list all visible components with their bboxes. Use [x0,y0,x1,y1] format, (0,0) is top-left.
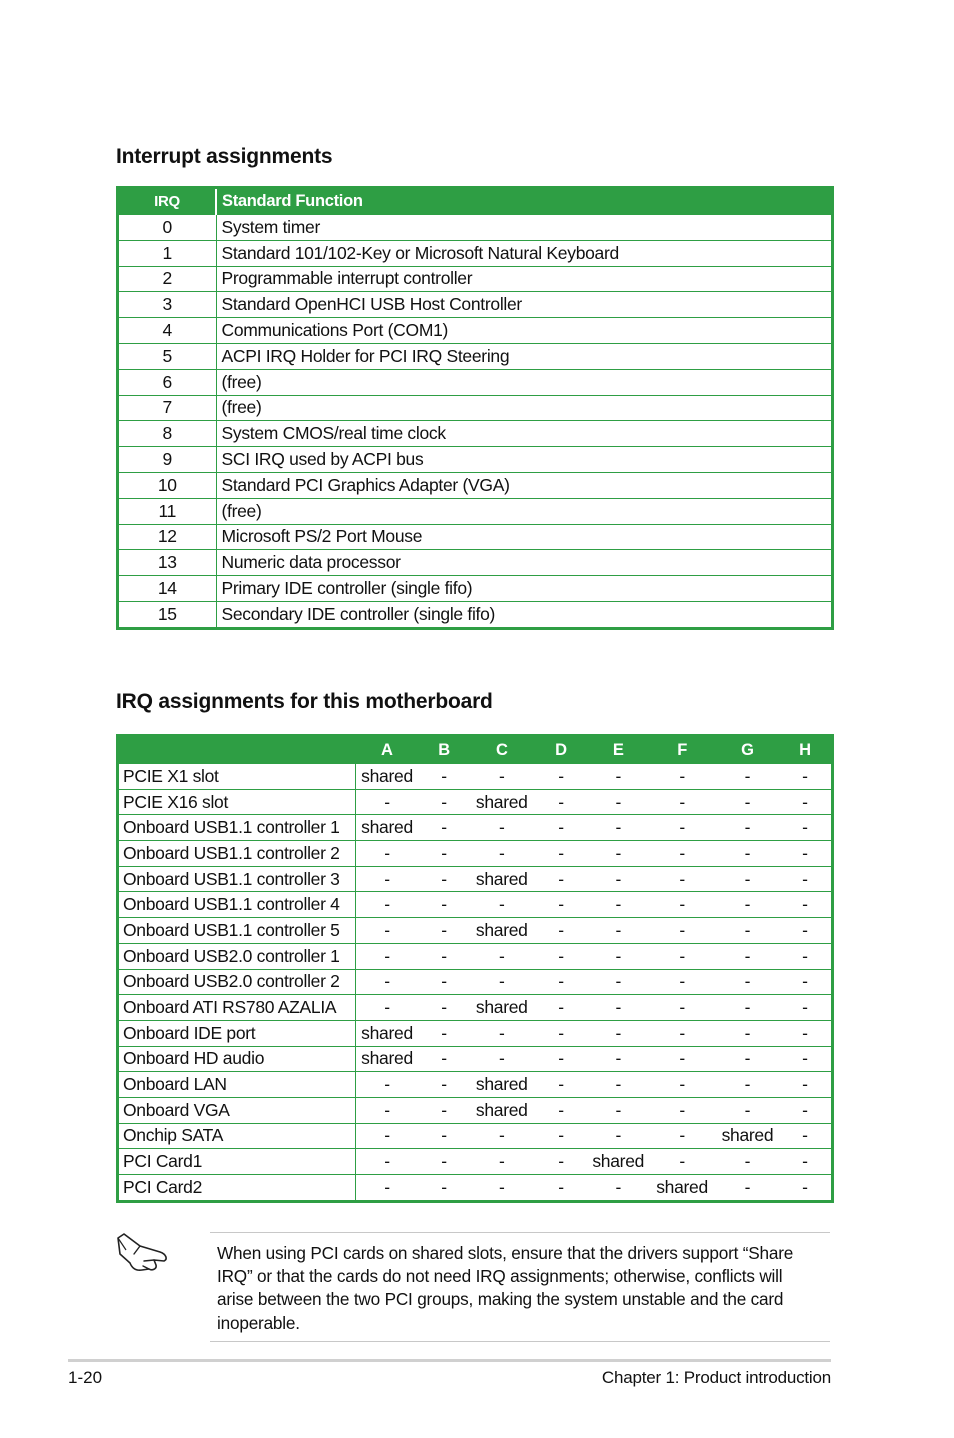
irq-number-cell: 7 [118,395,217,421]
device-cell: Onboard IDE port [118,1020,356,1046]
assignment-cell: - [588,1072,648,1098]
table-row [118,1097,833,1123]
int-column-header: A [355,736,418,764]
device-cell: PCIE X16 slot [118,789,356,815]
assignment-cell: - [534,1123,589,1149]
assignment-cell: - [588,1175,648,1202]
device-cell: Onboard USB2.0 controller 1 [118,943,356,969]
assignment-cell: - [470,815,534,841]
function-cell: System CMOS/real time clock [216,421,833,447]
interrupt-assignments-heading: Interrupt assignments [116,145,333,168]
device-cell: Onboard VGA [118,1097,356,1123]
table-row [118,789,833,815]
irq-motherboard-table [116,734,834,1203]
assignment-cell: - [588,1097,648,1123]
hand-pointing-icon [114,1232,170,1276]
assignment-cell: - [588,841,648,867]
table-row [118,369,833,395]
int-column-header: E [588,736,648,764]
assignment-cell: - [355,841,418,867]
table-row [118,266,833,292]
device-cell: Onboard USB1.1 controller 1 [118,815,356,841]
assignment-cell: - [470,764,534,790]
assignment-cell: - [418,1149,470,1175]
assignment-cell: - [534,969,589,995]
irq-number-cell: 3 [118,292,217,318]
function-cell: Secondary IDE controller (single fifo) [216,601,833,628]
device-cell: Onboard USB2.0 controller 2 [118,969,356,995]
assignment-cell: - [779,1175,833,1202]
assignment-cell: - [648,969,716,995]
assignment-cell: - [355,1097,418,1123]
table-row [118,215,833,241]
table-row [118,995,833,1021]
table-row [118,421,833,447]
assignment-cell: - [716,866,779,892]
assignment-cell: - [418,1123,470,1149]
assignment-cell: - [648,815,716,841]
assignment-cell: - [588,815,648,841]
table-row [118,318,833,344]
assignment-cell: - [716,1046,779,1072]
irq-number-cell: 11 [118,498,217,524]
assignment-cell: - [779,943,833,969]
table-row [118,815,833,841]
assignment-cell: - [534,764,589,790]
table-row [118,292,833,318]
function-cell: Standard PCI Graphics Adapter (VGA) [216,472,833,498]
assignment-cell: - [648,764,716,790]
assignment-cell: shared [588,1149,648,1175]
assignment-cell: - [648,995,716,1021]
note-top-rule [210,1232,830,1233]
assignment-cell: - [716,789,779,815]
table-row [118,764,833,790]
function-cell: (free) [216,395,833,421]
irq-number-cell: 12 [118,524,217,550]
assignment-cell: - [779,841,833,867]
note-text: When using PCI cards on shared slots, ensure that the drivers support “Share IRQ” or that the cards do not need IRQ assignments; otherwise, conflicts will arise between the two PCI groups, making the system unstable and the card inoperable. [217,1243,794,1333]
irq-number-cell: 8 [118,421,217,447]
assignment-cell: - [470,1046,534,1072]
note-bottom-rule [210,1341,830,1342]
table-row [118,1072,833,1098]
device-cell: Onboard USB1.1 controller 2 [118,841,356,867]
assignment-cell: shared [470,995,534,1021]
assignment-cell: - [779,1097,833,1123]
assignment-cell: - [588,892,648,918]
assignment-cell: - [588,764,648,790]
assignment-cell: - [779,764,833,790]
assignment-cell: - [779,866,833,892]
assignment-cell: - [588,866,648,892]
table-row [118,550,833,576]
assignment-cell: - [588,918,648,944]
assignment-cell: - [779,1072,833,1098]
function-cell: Standard 101/102-Key or Microsoft Natural Keyboard [216,240,833,266]
device-cell: PCIE X1 slot [118,764,356,790]
assignment-cell: - [534,892,589,918]
assignment-cell: shared [355,764,418,790]
assignment-cell: - [418,815,470,841]
assignment-cell: - [355,918,418,944]
assignment-cell: - [418,918,470,944]
function-cell: (free) [216,369,833,395]
assignment-cell: - [470,943,534,969]
assignment-cell: - [648,943,716,969]
assignment-cell: - [716,969,779,995]
irq-number-cell: 5 [118,343,217,369]
device-cell: Onboard USB1.1 controller 5 [118,918,356,944]
device-cell: PCI Card1 [118,1149,356,1175]
assignment-cell: - [588,1020,648,1046]
function-cell: System timer [216,215,833,241]
function-cell: Primary IDE controller (single fifo) [216,576,833,602]
assignment-cell: - [588,995,648,1021]
table-row [118,447,833,473]
assignment-cell: - [470,841,534,867]
assignment-cell: - [470,1123,534,1149]
assignment-cell: - [648,866,716,892]
table-row [118,1149,833,1175]
assignment-cell: shared [648,1175,716,1202]
table-row [118,601,833,628]
assignment-cell: - [355,1123,418,1149]
irq-number-cell: 14 [118,576,217,602]
assignment-cell: - [779,815,833,841]
function-cell: Programmable interrupt controller [216,266,833,292]
table-row [118,576,833,602]
assignment-cell: - [355,1072,418,1098]
assignment-cell: - [534,995,589,1021]
device-column-header [118,736,356,764]
assignment-cell: - [648,1123,716,1149]
interrupt-assignments-table [116,186,834,630]
assignment-cell: - [418,943,470,969]
assignment-cell: - [534,1097,589,1123]
assignment-cell: - [779,1020,833,1046]
assignment-cell: - [779,1123,833,1149]
table-row [118,524,833,550]
device-cell: Onboard ATI RS780 AZALIA [118,995,356,1021]
assignment-cell: - [716,1020,779,1046]
assignment-cell: - [470,969,534,995]
assignment-cell: - [534,789,589,815]
chapter-title: Chapter 1: Product introduction [601,1368,831,1387]
assignment-cell: - [716,764,779,790]
function-cell: Standard OpenHCI USB Host Controller [216,292,833,318]
assignment-cell: - [588,1123,648,1149]
table-row [118,943,833,969]
irq-number-cell: 1 [118,240,217,266]
table-row [118,841,833,867]
table-row [118,1123,833,1149]
assignment-cell: - [588,789,648,815]
assignment-cell: - [648,1046,716,1072]
table-row [118,343,833,369]
assignment-cell: - [716,815,779,841]
table-row [118,1020,833,1046]
assignment-cell: - [648,1097,716,1123]
assignment-cell: - [779,1149,833,1175]
int-column-header: D [534,736,589,764]
assignment-cell: shared [355,1046,418,1072]
irq-number-cell: 4 [118,318,217,344]
table-header-row [118,188,833,215]
assignment-cell: - [779,789,833,815]
assignment-cell: - [716,892,779,918]
assignment-cell: - [534,943,589,969]
table-row [118,866,833,892]
table-row [118,1175,833,1202]
assignment-cell: - [716,1149,779,1175]
assignment-cell: - [418,969,470,995]
table-row [118,892,833,918]
assignment-cell: - [648,841,716,867]
assignment-cell: - [716,918,779,944]
int-column-header: B [418,736,470,764]
function-cell: Communications Port (COM1) [216,318,833,344]
assignment-cell: - [470,1020,534,1046]
assignment-cell: - [470,1175,534,1202]
irq-number-cell: 6 [118,369,217,395]
assignment-cell: - [648,918,716,944]
assignment-cell: - [534,1020,589,1046]
assignment-cell: - [418,892,470,918]
assignment-cell: - [418,1097,470,1123]
assignment-cell: - [418,789,470,815]
device-cell: Onboard LAN [118,1072,356,1098]
assignment-cell: - [716,1072,779,1098]
assignment-cell: - [534,1175,589,1202]
int-column-header: C [470,736,534,764]
table-row [118,969,833,995]
table-header-row [118,736,833,764]
irq-number-cell: 13 [118,550,217,576]
assignment-cell: - [716,943,779,969]
assignment-cell: - [716,841,779,867]
device-cell: Onchip SATA [118,1123,356,1149]
assignment-cell: shared [355,1020,418,1046]
assignment-cell: - [418,1175,470,1202]
device-cell: Onboard HD audio [118,1046,356,1072]
assignment-cell: shared [470,1072,534,1098]
assignment-cell: shared [470,866,534,892]
page-number: 1-20 [68,1368,103,1387]
assignment-cell: shared [470,1097,534,1123]
assignment-cell: - [716,995,779,1021]
assignment-cell: - [648,892,716,918]
table-row [118,1046,833,1072]
assignment-cell: - [355,943,418,969]
assignment-cell: - [418,764,470,790]
assignment-cell: - [779,995,833,1021]
table-row [118,472,833,498]
irq-number-cell: 0 [118,215,217,241]
assignment-cell: shared [470,918,534,944]
assignment-cell: shared [716,1123,779,1149]
assignment-cell: - [418,841,470,867]
assignment-cell: - [648,789,716,815]
function-column-header: Standard Function [216,188,833,215]
assignment-cell: - [716,1175,779,1202]
table-row [118,498,833,524]
irq-number-cell: 2 [118,266,217,292]
device-cell: PCI Card2 [118,1175,356,1202]
irq-number-cell: 15 [118,601,217,628]
function-cell: ACPI IRQ Holder for PCI IRQ Steering [216,343,833,369]
assignment-cell: - [588,943,648,969]
assignment-cell: - [779,969,833,995]
assignment-cell: shared [470,789,534,815]
irq-number-cell: 9 [118,447,217,473]
int-column-header: F [648,736,716,764]
assignment-cell: - [355,995,418,1021]
assignment-cell: - [534,918,589,944]
assignment-cell: - [470,892,534,918]
function-cell: Numeric data processor [216,550,833,576]
assignment-cell: - [534,1149,589,1175]
assignment-cell: - [470,1149,534,1175]
assignment-cell: - [648,1072,716,1098]
assignment-cell: - [418,995,470,1021]
table-row [118,395,833,421]
assignment-cell: - [355,866,418,892]
function-cell: (free) [216,498,833,524]
irq-number-cell: 10 [118,472,217,498]
function-cell: Microsoft PS/2 Port Mouse [216,524,833,550]
device-cell: Onboard USB1.1 controller 3 [118,866,356,892]
assignment-cell: - [779,918,833,944]
assignment-cell: - [648,1020,716,1046]
int-column-header: G [716,736,779,764]
assignment-cell: - [355,969,418,995]
assignment-cell: - [779,1046,833,1072]
footer-rule [68,1359,831,1362]
assignment-cell: shared [355,815,418,841]
assignment-cell: - [355,1175,418,1202]
assignment-cell: - [588,1046,648,1072]
assignment-cell: - [588,969,648,995]
assignment-cell: - [534,815,589,841]
table-row [118,918,833,944]
assignment-cell: - [534,866,589,892]
assignment-cell: - [355,892,418,918]
assignment-cell: - [779,892,833,918]
assignment-cell: - [534,841,589,867]
table-row [118,240,833,266]
irq-motherboard-heading: IRQ assignments for this motherboard [116,690,493,713]
assignment-cell: - [418,1072,470,1098]
assignment-cell: - [355,1149,418,1175]
irq-column-header: IRQ [118,188,217,215]
device-cell: Onboard USB1.1 controller 4 [118,892,356,918]
assignment-cell: - [418,1020,470,1046]
assignment-cell: - [648,1149,716,1175]
assignment-cell: - [418,866,470,892]
assignment-cell: - [716,1097,779,1123]
int-column-header: H [779,736,833,764]
function-cell: SCI IRQ used by ACPI bus [216,447,833,473]
assignment-cell: - [534,1046,589,1072]
assignment-cell: - [418,1046,470,1072]
assignment-cell: - [534,1072,589,1098]
assignment-cell: - [355,789,418,815]
